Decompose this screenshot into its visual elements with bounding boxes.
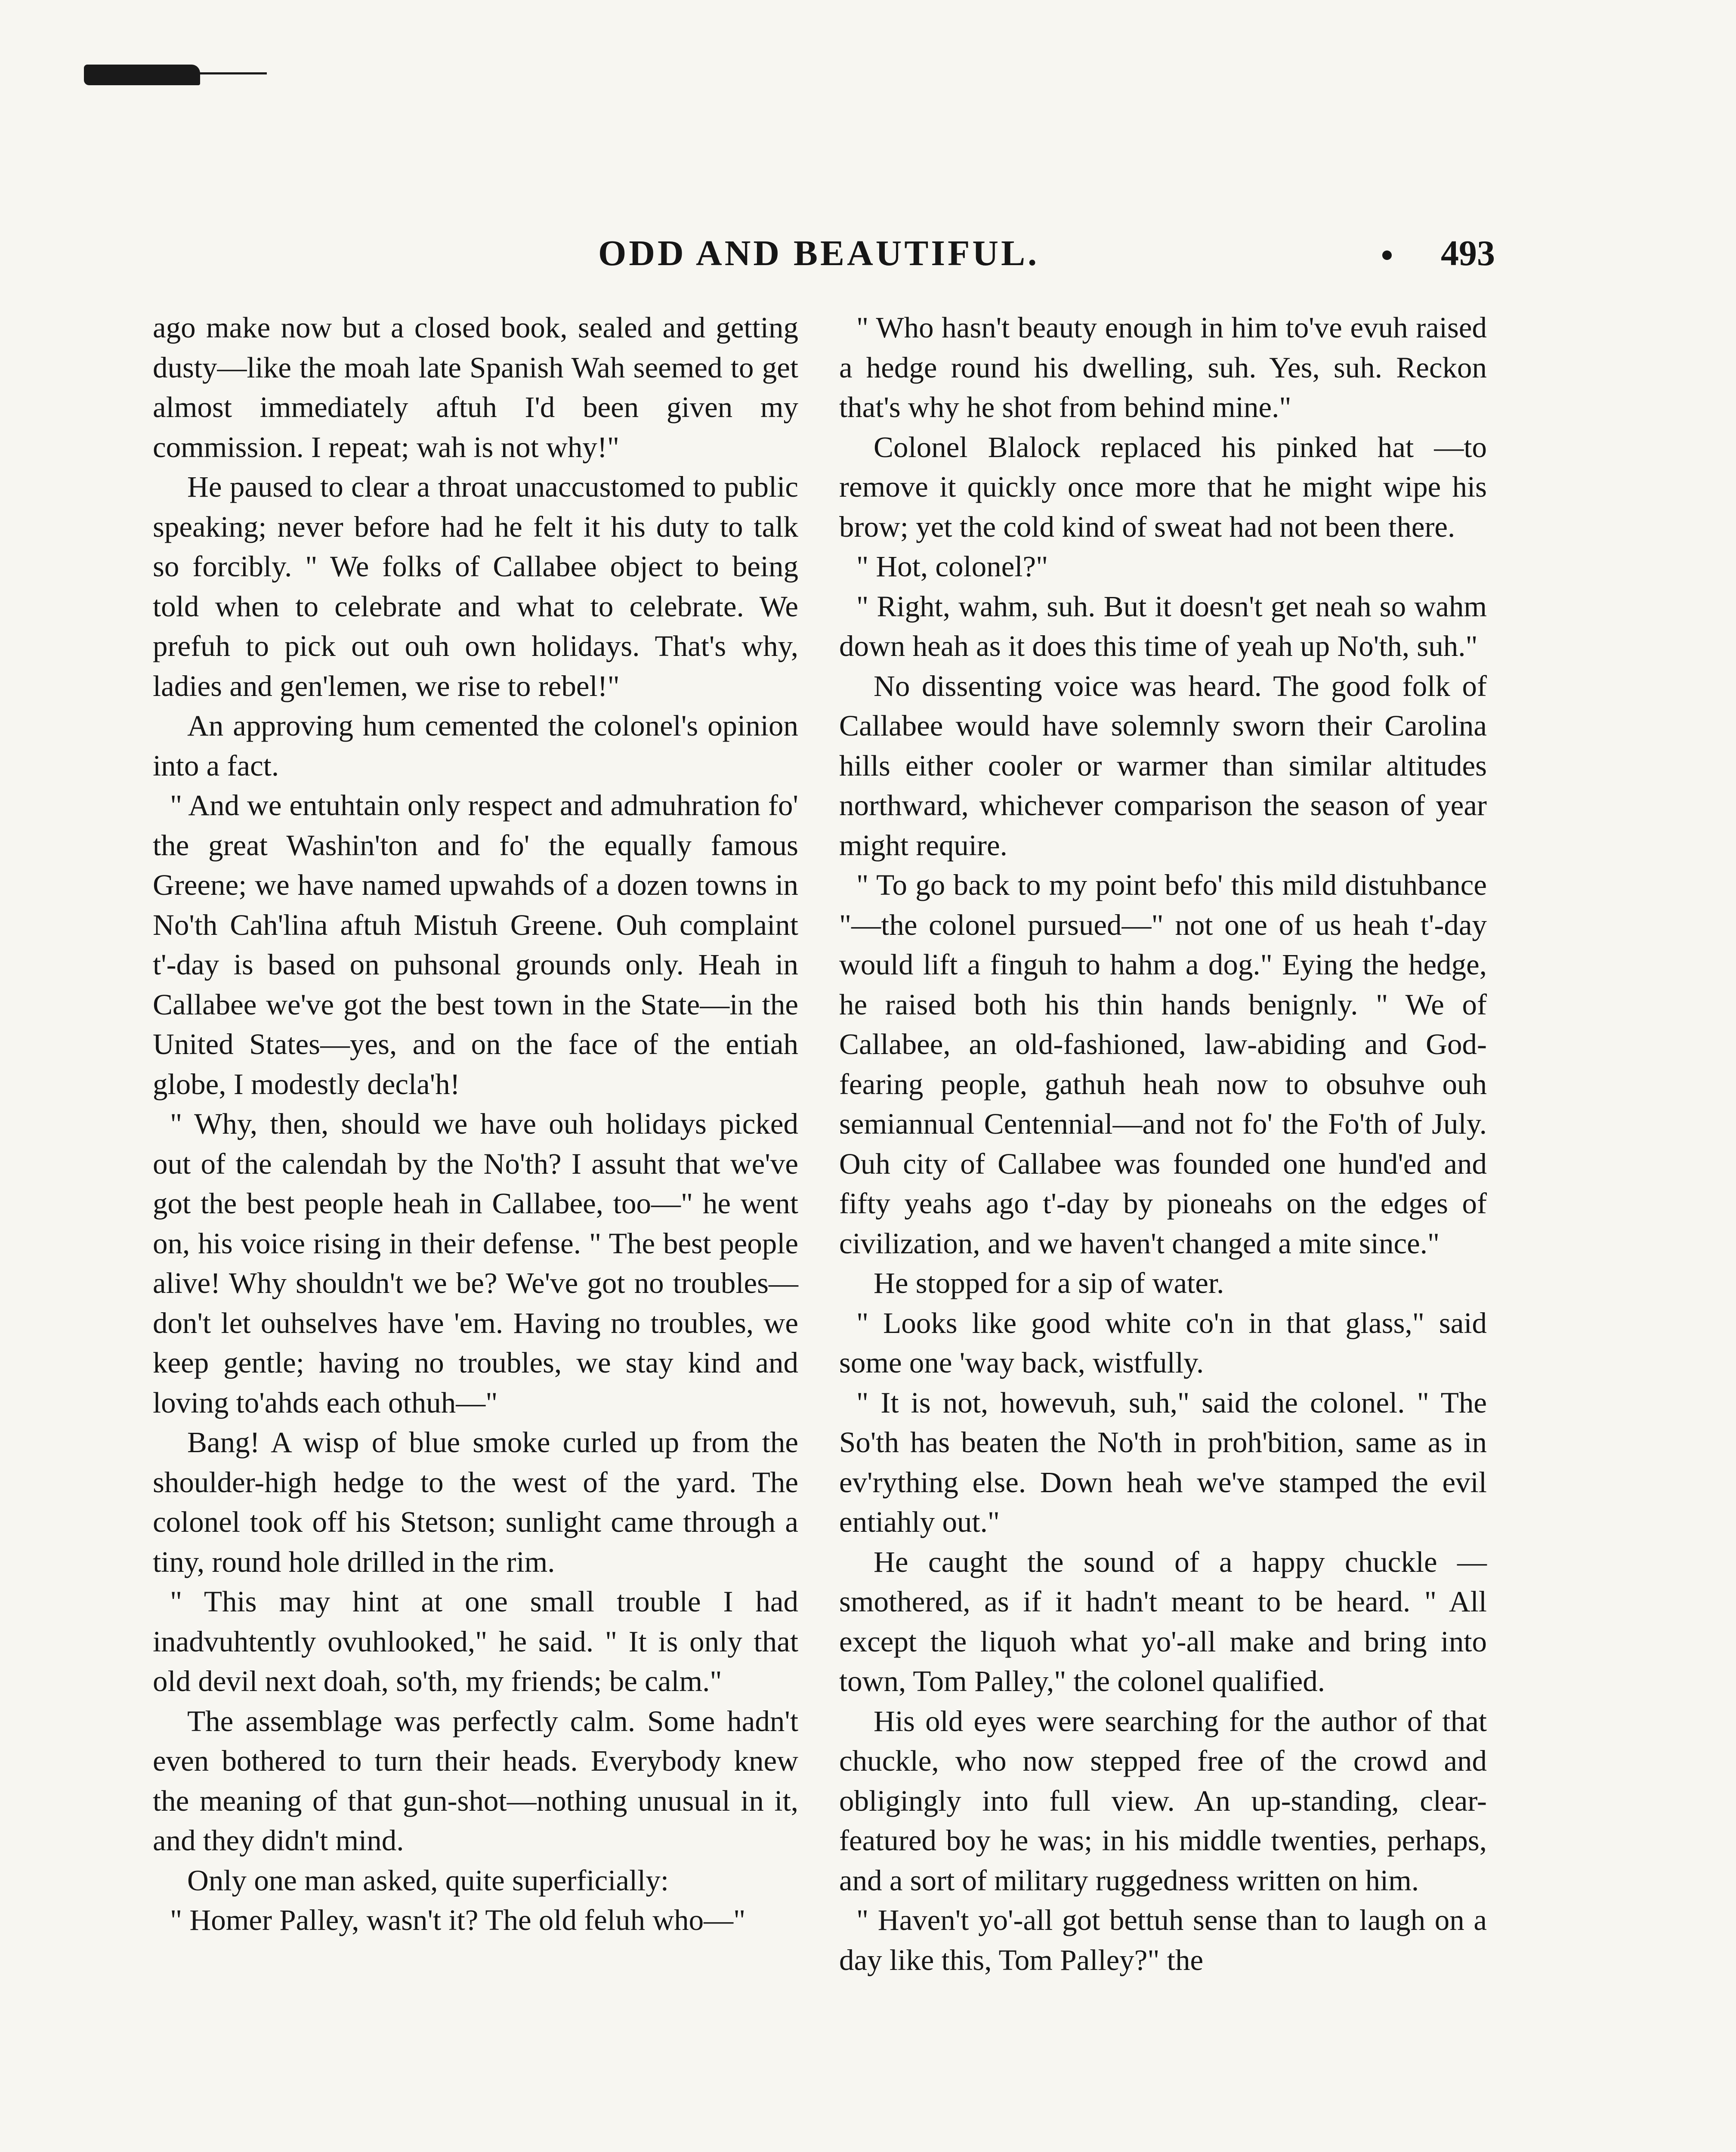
paragraph: " It is not, howevuh, suh," said the colonel. " The So'th has beaten the No'th in proh'bition, same as in ev'rything else. Down heah we've stamped the evil entiahly out." [839, 1386, 1487, 1538]
ink-dot [1382, 250, 1392, 260]
scan-smudge-top-line [189, 72, 267, 74]
paragraph: " Looks like good white co'n in that glass," said some one 'way back, wistfully. [839, 1306, 1487, 1379]
paragraph: He caught the sound of a happy chuckle —smothered, as if it hadn't meant to be heard. " All except the liquoh what yo'-all make and bring into town, Tom Palley," the colonel qualified. [839, 1545, 1487, 1697]
paragraph: " Who hasn't beauty enough in him to've evuh raised a hedge round his dwelling, suh. Yes, suh. Reckon that's why he shot from behind mine." [839, 311, 1487, 424]
paragraph: " Why, then, should we have ouh holidays picked out of the calendah by the No'th? I assuht that we've got the best people heah in Callabee, too—" he went on, his voice rising in their defense. " The best people alive! Why shouldn't we be? We've got no troubles—don't let ouhselves have 'em. Having no troubles, we keep gentle; having no troubles, we stay kind and loving to'ahds each othuh—" [153, 1107, 798, 1419]
paragraph: ago make now but a closed book, sealed and getting dusty—like the moah late Spanish Wah seemed to get almost immediately aftuh I'd been given my commission. I repeat; wah is not why!" [153, 311, 798, 464]
right-column [839, 308, 1487, 1980]
paragraph: " Haven't yo'-all got bettuh sense than to laugh on a day like this, Tom Palley?" the [839, 1904, 1487, 1976]
paragraph: " This may hint at one small trouble I had inadvuhtently ovuhlooked," he said. " It is only that old devil next doah, so'th, my friends; be calm." [153, 1585, 798, 1697]
running-head: ODD AND BEAUTIFUL. [598, 233, 1040, 273]
paragraph: " Hot, colonel?" [856, 550, 1048, 583]
paragraph: Bang! A wisp of blue smoke curled up from the shoulder-high hedge to the west of the yard. The colonel took off his Stetson; sunlight came through a tiny, round hole drilled in the rim. [153, 1426, 798, 1578]
scan-smudge-top [84, 65, 200, 85]
paragraph: " To go back to my point befo' this mild distuhbance "—the colonel pursued—" not one of us heah t'-day would lift a finguh to hahm a dog." Eying the hedge, he raised both his thin hands benignly. " We of Callabee, an old-fashioned, law-abiding and God-fearing people, gathuh heah now to obsuhve ouh semiannual Centennial—and not fo' the Fo'th of July. Ouh city of Callabee was founded one hund'ed and fifty yeahs ago t'-day by pioneahs on the edges of civilization, and we haven't changed a mite since." [839, 869, 1487, 1260]
page-header [146, 224, 1495, 288]
paragraph: The assemblage was perfectly calm. Some hadn't even bothered to turn their heads. Everybody knew the meaning of that gun-shot—nothing unusual in it, and they didn't mind. [153, 1704, 798, 1857]
paragraph: Colonel Blalock replaced his pinked hat —to remove it quickly once more that he might wipe his brow; yet the cold kind of sweat had not been there. [839, 430, 1487, 543]
page-number: 493 [1441, 233, 1495, 273]
paragraph: " Right, wahm, suh. But it doesn't get neah so wahm down heah as it does this time of yeah up No'th, suh." [839, 590, 1487, 662]
paragraph: His old eyes were searching for the author of that chuckle, who now stepped free of the crowd and obligingly into full view. An up-standing, clear-featured boy he was; in his middle twenties, perhaps, and a sort of military ruggedness written on him. [839, 1704, 1487, 1897]
paragraph: No dissenting voice was heard. The good folk of Callabee would have solemnly sworn their Carolina hills either cooler or warmer than similar altitudes northward, whichever comparison the season of year might require. [839, 669, 1487, 862]
paragraph: An approving hum cemented the colonel's opinion into a fact. [153, 709, 798, 782]
left-column [153, 308, 798, 1940]
paragraph: Only one man asked, quite superficially: [187, 1864, 669, 1897]
paragraph: " And we entuhtain only respect and admuhration fo' the great Washin'ton and fo' the equally famous Greene; we have named upwahds of a dozen towns in No'th Cah'lina aftuh Mistuh Greene. Ouh complaint t'-day is based on puhsonal grounds only. Heah in Callabee we've got the best town in the State—in the United States—yes, and on the face of the entiah globe, I modestly decla'h! [153, 789, 798, 1101]
paragraph: He stopped for a sip of water. [874, 1267, 1224, 1299]
paragraph: " Homer Palley, wasn't it? The old feluh who—" [170, 1904, 746, 1936]
paragraph: He paused to clear a throat unaccustomed to public speaking; never before had he felt it his duty to talk so forcibly. " We folks of Callabee object to being told when to celebrate and what to celebrate. We prefuh to pick out ouh own holidays. That's why, ladies and gen'lemen, we rise to rebel!" [153, 470, 798, 702]
